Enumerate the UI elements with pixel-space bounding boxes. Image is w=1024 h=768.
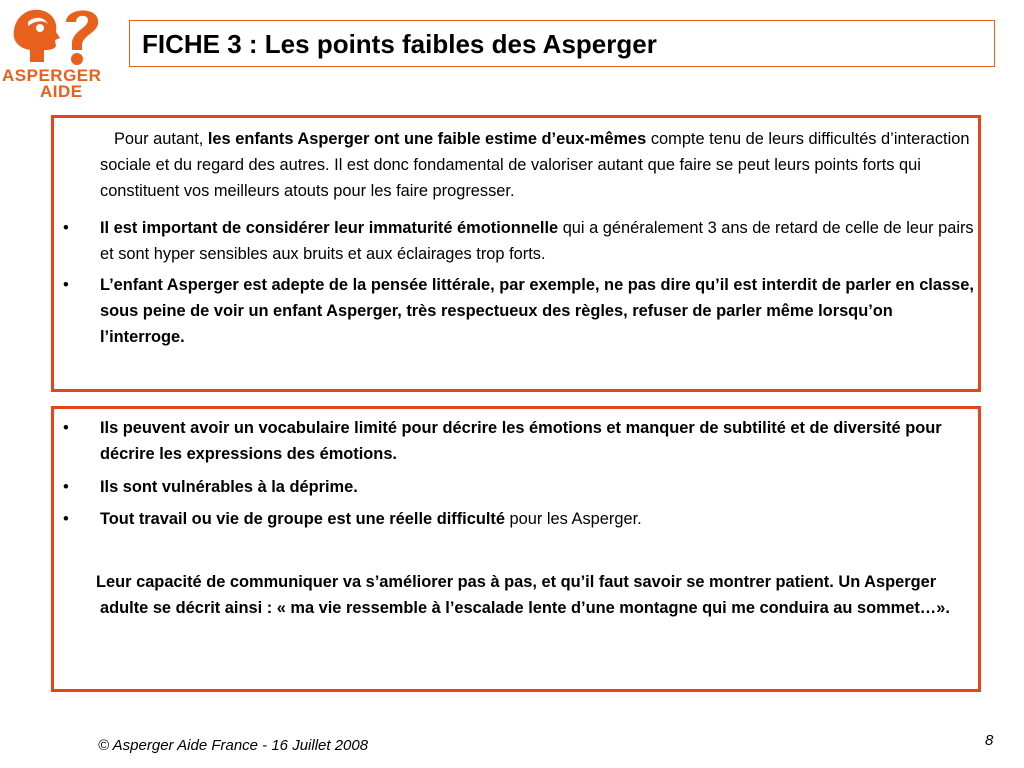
bullet-marker: • [63, 219, 69, 237]
list-item [100, 506, 978, 532]
content-box-2 [51, 406, 981, 692]
list-item-bold: Tout travail ou vie de groupe est une réelle difficulté [100, 510, 505, 528]
list-item-text: pour les Asperger. [505, 510, 642, 528]
list-item [100, 474, 978, 500]
intro-paragraph [100, 126, 970, 204]
list-item [100, 415, 978, 467]
closing-paragraph [96, 569, 970, 621]
bullet-marker: • [63, 478, 69, 496]
list-item-bold: L’enfant Asperger est adepte de la pensée littérale, par exemple, ne pas dire qu’il est interdit de parler en classe, sous peine de voir un enfant Asperger, très respectueux des règles, refuser de parler même lorsqu’on l’interroge. [100, 276, 974, 346]
list-item [100, 215, 978, 267]
list-item-bold: Ils sont vulnérables à la déprime. [100, 478, 358, 496]
bullet-marker: • [63, 419, 69, 437]
asperger-aide-logo [0, 0, 112, 104]
list-item [100, 272, 978, 350]
closing-text: Leur capacité de communiquer va s’améliorer pas à pas, et qu’il faut savoir se montrer patient. Un Asperger adulte se décrit ainsi : « ma vie ressemble à l’escalade lente d’une montagne qui me conduira au sommet…». [96, 573, 950, 617]
list-item-text: qui a généralement 3 ans de retard de celle de leur pairs et sont hyper sensibles aux bruits et aux éclairages trop forts. [100, 219, 974, 263]
page-number: 8 [985, 732, 994, 749]
page-title: FICHE 3 : Les points faibles des Asperger [142, 29, 657, 59]
title-box [129, 20, 995, 67]
head-question-mark-icon [0, 0, 112, 70]
logo-text-line1: ASPERGER [2, 66, 102, 85]
list-item-bold: Ils peuvent avoir un vocabulaire limité pour décrire les émotions et manquer de subtilité et de diversité pour décrire les expressions des émotions. [100, 419, 942, 463]
intro-text-bold: les enfants Asperger ont une faible estime d’eux-mêmes [207, 130, 647, 148]
logo-text-line2: AIDE [40, 82, 83, 101]
list-item-bold: Il est important de considérer leur immaturité émotionnelle [100, 219, 559, 237]
bullet-marker: • [63, 510, 69, 528]
footer-copyright: © Asperger Aide France - 16 Juillet 2008 [98, 737, 369, 754]
bullet-marker: • [63, 276, 69, 294]
intro-text-end: compte tenu de leurs difficultés d’interaction sociale et du regard des autres. Il est donc fondamental de valoriser autant que faire se peut leurs points forts qui constituent vos meilleurs atouts pour les faire progresser. [100, 130, 970, 200]
content-box-1 [51, 115, 981, 392]
intro-text-start: Pour autant, [114, 130, 208, 148]
